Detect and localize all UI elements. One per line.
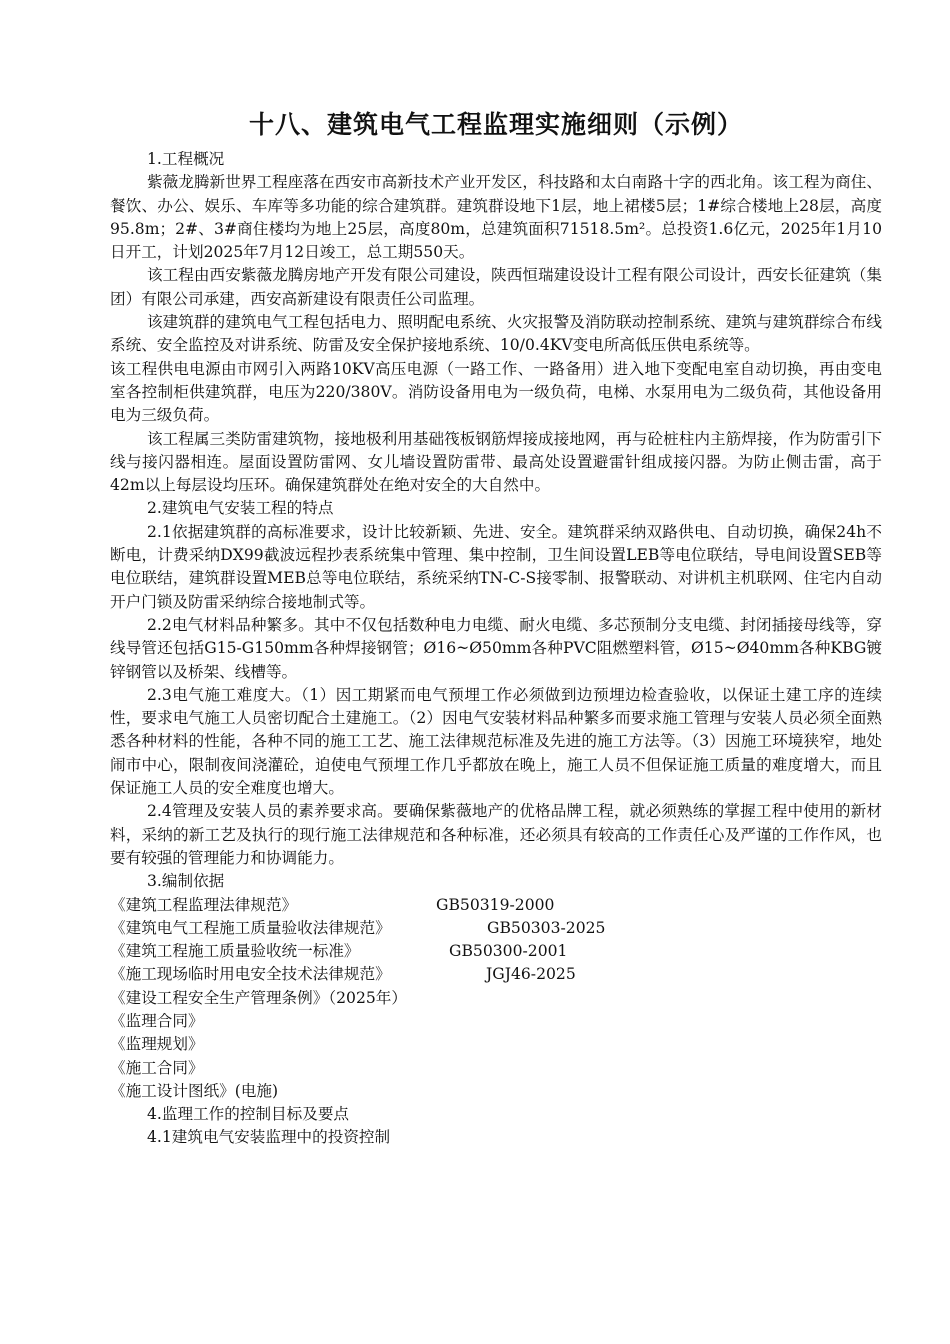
document-page <box>110 108 882 1150</box>
reference-code: JGJ46-2025 <box>486 965 576 984</box>
reference-name: 《建筑电气工程施工质量验收法律规范》 <box>110 918 391 937</box>
reference-item <box>110 1057 882 1080</box>
reference-name: 《监理合同》 <box>110 1011 204 1030</box>
reference-item <box>110 917 882 940</box>
reference-item <box>110 894 882 917</box>
paragraph: 2.4管理及安装人员的素养要求高。要确保紫薇地产的优格品牌工程，就必须熟练的掌握工程中使用的新材料，采纳的新工艺及执行的现行施工法律规范和各种标准，还必须具有较高的工作责任心及严谨的工作作风，也要有较强的管理能力和协调能力。 <box>110 802 882 867</box>
section-heading-basis: 3.编制依据 <box>147 872 225 891</box>
reference-name: 《施工合同》 <box>110 1058 204 1077</box>
paragraph: 2.1依据建筑群的高标准要求，设计比较新颖、先进、安全。建筑群采纳双路供电、自动切换，确保24h不断电，计费采纳DX99截波远程抄表系统集中管理、集中控制，卫生间设置LEB等电位联结，导电间设置SEB等电位联结，建筑群设置MEB总等电位联结，系统采纳TN-C-S接零制、报警联动、对讲机主机联网、住宅内自动开户门锁及防雷采纳综合接地制式等。 <box>110 522 882 611</box>
reference-name: 《建设工程安全生产管理条例》（2025年） <box>110 988 407 1007</box>
document-title: 十八、建筑电气工程监理实施细则（示例） <box>248 110 743 139</box>
reference-name: 《监理规划》 <box>110 1035 204 1054</box>
paragraph: 该工程供电电源由市网引入两路10KV高压电源（一路工作、一路备用）进入地下变配电室自动切换，再由变电室各控制柜供建筑群，电压为220/380V。消防设备用电为一级负荷，电梯、水泵用电为二级负荷，其他设备用电为三级负荷。 <box>110 359 882 425</box>
reference-list <box>110 894 882 1104</box>
reference-name: 《施工现场临时用电安全技术法律规范》 <box>110 965 391 984</box>
paragraph: 2.2电气材料品种繁多。其中不仅包括数种电力电缆、耐火电缆、多芯预制分支电缆、封闭插接母线等，穿线导管还包括G15-G150mm各种焊接钢管；Ø16~Ø50mm各种PVC阻燃塑料管，Ø15~Ø40mm各种KBG镀锌钢管以及桥架、线槽等。 <box>110 615 882 681</box>
reference-item <box>110 963 882 986</box>
subsection-heading: 4.1建筑电气安装监理中的投资控制 <box>147 1128 391 1147</box>
reference-name: 《施工设计图纸》(电施) <box>110 1081 279 1100</box>
paragraph: 该建筑群的建筑电气工程包括电力、照明配电系统、火灾报警及消防联动控制系统、建筑与建筑群综合布线系统、安全监控及对讲系统、防雷及安全保护接地系统、10/0.4KV变电所高低压供电系统等。 <box>110 313 882 355</box>
reference-code: GB50303-2025 <box>487 918 606 937</box>
reference-item <box>110 1033 882 1056</box>
section-heading-features: 2.建筑电气安装工程的特点 <box>147 499 334 518</box>
section-heading-overview: 1.工程概况 <box>147 150 225 168</box>
reference-item <box>110 1080 882 1103</box>
reference-name: 《建筑工程监理法律规范》 <box>110 895 298 914</box>
paragraph: 紫薇龙腾新世界工程座落在西安市高新技术产业开发区，科技路和太白南路十字的西北角。该工程为商住、餐饮、办公、娱乐、车库等多功能的综合建筑群。建筑群设地下1层，地上裙楼5层；1#综合楼地上28层，高度95.8m；2#、3#商住楼均为地上25层，高度80m，总建筑面积71518.5m²。总投资1.6亿元，2025年1月10日开工，计划2025年7月12日竣工，总工期550天。 <box>110 173 882 262</box>
paragraph: 2.3电气施工难度大。（1）因工期紧而电气预埋工作必须做到边预埋边检查验收，以保证土建工序的连续性，要求电气施工人员密切配合土建施工。（2）因电气安装材料品种繁多而要求施工管理与安装人员必须全面熟悉各种材料的性能，各种不同的施工工艺、施工法律规范标准及先进的施工方法等。（3）因施工环境狭窄，地处闹市中心，限制夜间浇灌砼，迫使电气预埋工作几乎都放在晚上，施工人员不但保证施工质量的难度增大，而且保证施工人员的安全难度也增大。 <box>110 685 882 798</box>
reference-code: GB50300-2001 <box>449 942 568 961</box>
paragraph: 该工程由西安紫薇龙腾房地产开发有限公司建设，陕西恒瑞建设设计工程有限公司设计，西安长征建筑（集团）有限公司承建，西安高新建设有限责任公司监理。 <box>110 266 882 308</box>
reference-code: GB50319-2000 <box>436 895 555 914</box>
paragraph: 该工程属三类防雷建筑物，接地极利用基础筏板钢筋焊接成接地网，再与砼桩柱内主筋焊接，作为防雷引下线与接闪器相连。屋面设置防雷网、女儿墙设置防雷带、最高处设置避雷针组成接闪器。为防止侧击雷，高于42m以上每层设均压环。确保建筑群处在绝对安全的大自然中。 <box>110 429 882 495</box>
reference-name: 《建筑工程施工质量验收统一标准》 <box>110 942 360 961</box>
section-heading-control: 4.监理工作的控制目标及要点 <box>147 1105 350 1124</box>
reference-item <box>110 987 882 1010</box>
reference-item <box>110 1010 882 1033</box>
reference-item <box>110 940 882 963</box>
